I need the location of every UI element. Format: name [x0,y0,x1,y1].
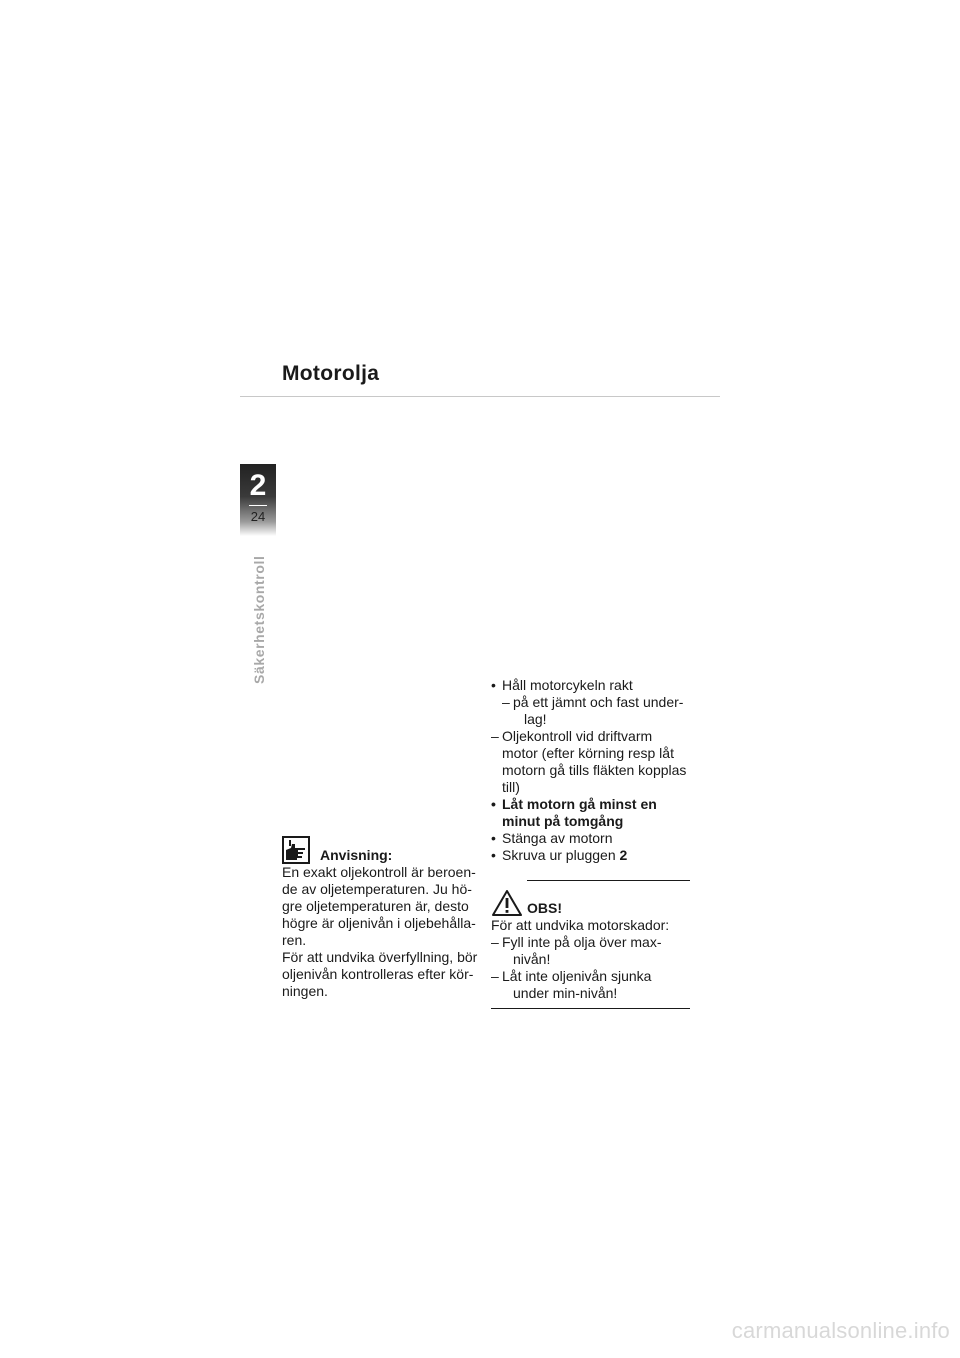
note-line: oljenivån kontrolleras efter kör- [282,966,474,982]
step-text: Skruva ur pluggen [502,847,616,863]
step-dash: – Oljekontroll vid driftvarm [491,728,691,745]
page-number: 24 [250,509,266,524]
chapter-number: 2 [249,469,267,502]
step-continuation: till) [502,779,520,795]
step-bullet: • Stänga av motorn [491,830,691,847]
note-header [282,834,480,864]
warning-triangle-icon [491,889,523,917]
step-dash: – på ett jämnt och fast under- [491,694,691,711]
warning-continuation: nivån! [513,951,551,967]
warning-item: – Fyll inte på olja över max- [491,934,690,951]
step-continuation: motor (efter körning resp låt [502,745,674,761]
note-line: ren. [282,932,307,948]
warning-label: OBS! [527,900,562,916]
step-continuation: motorn gå tills fläkten kopplas [502,762,687,778]
note-line: gre oljetemperaturen är, desto [282,898,469,914]
title-divider [240,396,720,397]
hand-pointing-icon [282,836,310,864]
chapter-tab [240,464,276,536]
chapter-side-label: Säkerhetskontroll [251,555,267,684]
step-bullet: • Låt motorn gå minst en [491,796,691,813]
part-reference: 2 [619,847,628,863]
note-line: högre är oljenivån i oljebehålla- [282,915,476,931]
step-continuation: lag! [524,711,547,727]
note-line: För att undvika överfyllning, bör [282,949,478,965]
note-line: En exakt oljekontroll är beroen- [282,864,476,880]
step-bullet: • Håll motorcykeln rakt [491,677,691,694]
page-title: Motorolja [282,362,380,385]
warning-intro: För att undvika motorskador: [491,917,670,933]
note-column [282,834,480,1000]
watermark: carmanualsonline.info [731,1318,950,1343]
chapter-separator [249,505,267,506]
warning-continuation: under min-nivån! [513,985,618,1001]
steps-column [491,677,691,1009]
step-bullet [491,847,691,864]
note-label: Anvisning: [320,847,393,863]
step-continuation: minut på tomgång [502,813,624,829]
warning-header [491,887,690,917]
note-line: de av oljetemperaturen. Ju hö- [282,881,472,897]
warning-box [491,880,690,1009]
note-line: ningen. [282,983,328,999]
warning-item: – Låt inte oljenivån sjunka [491,968,690,985]
